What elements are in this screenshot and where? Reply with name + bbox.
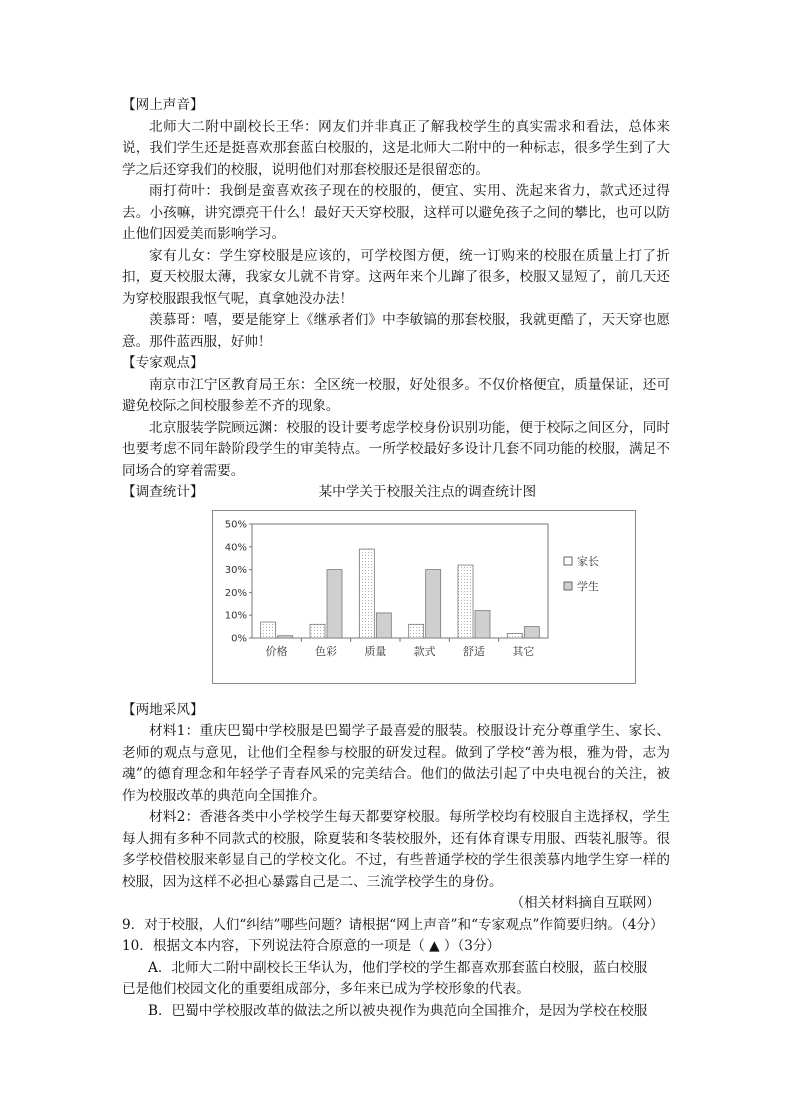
x-tick-label: 款式 bbox=[413, 644, 436, 658]
y-tick-label: 40% bbox=[224, 541, 247, 553]
option-a-line1: A．北师大二附中副校长王华认为，他们学校的学生都喜欢那套蓝白校服，蓝白校服 bbox=[148, 959, 648, 976]
online-paragraph: 北师大二附中副校长王华：网友们并非真正了解我校学生的真实需求和看法，总体来说，我们学生还是挺喜欢那套蓝白校服的，这是北师大二附中的一种标志，很多学生到了大学之后还穿我们的校服，说明他们对那套校服还是很留恋的。 bbox=[122, 118, 670, 178]
legend-swatch-parent bbox=[564, 557, 572, 565]
bar-student bbox=[426, 569, 441, 637]
question-10-stem: 10．根据文本内容，下列说法符合原意的一项是（ ▲ ）（3分） bbox=[122, 938, 501, 954]
question-9: 9．对于校服，人们“纠结”哪些问题？请根据“网上声音”和“专家观点”作简要归纳。（4分） bbox=[122, 916, 664, 933]
survey-heading-row bbox=[122, 482, 670, 504]
bar-student bbox=[475, 610, 490, 637]
section-heading-expert: 【专家观点】 bbox=[122, 355, 204, 371]
y-tick-label: 10% bbox=[224, 610, 247, 622]
x-tick-label: 价格 bbox=[265, 644, 288, 658]
online-paragraph: 雨打荷叶：我倒是蛮喜欢孩子现在的校服的，便宜、实用、洗起来省力，款式还过得去。小孩嘛，讲究漂亮干什么！最好天天穿校服，这样可以避免孩子之间的攀比，也可以防止他们因爱美而影响学习。 bbox=[122, 183, 670, 242]
x-tick-label: 质量 bbox=[364, 644, 387, 658]
y-tick-label: 0% bbox=[231, 633, 247, 644]
option-b-line1: B．巴蜀中学校服改革的做法之所以被央视作为典范向全国推介，是因为学校在校服 bbox=[148, 1002, 648, 1019]
bar-student bbox=[327, 569, 342, 637]
x-tick-label: 其它 bbox=[512, 644, 535, 658]
chart-title: 某中学关于校服关注点的调查统计图 bbox=[318, 484, 537, 500]
bar-parent bbox=[458, 565, 473, 638]
bar-student bbox=[278, 635, 293, 637]
bar-parent bbox=[507, 633, 522, 638]
section-heading-twoplaces: 【两地采风】 bbox=[122, 701, 204, 718]
chart-area bbox=[122, 510, 670, 700]
bar-chart bbox=[212, 510, 636, 684]
legend-label-parent: 家长 bbox=[577, 554, 599, 568]
bar-student bbox=[524, 626, 539, 637]
y-tick-label: 50% bbox=[224, 519, 247, 530]
legend-label-student: 学生 bbox=[577, 579, 599, 593]
online-paragraph: 羡慕哥：嘻，要是能穿上《继承者们》中李敏镐的那套校服，我就更酷了，天天穿也愿意。那件蓝西服，好帅！ bbox=[122, 312, 670, 350]
bar-parent bbox=[261, 622, 276, 638]
source-note: （相关材料摘自互联网） bbox=[510, 895, 660, 911]
section-heading-online: 【网上声音】 bbox=[122, 97, 204, 113]
bar-parent bbox=[310, 624, 325, 638]
legend-swatch-student bbox=[564, 582, 572, 590]
online-paragraph: 家有儿女：学生穿校服是应该的，可学校图方便，统一订购来的校服在质量上打了折扣，夏天校服太薄，我家女儿就不肯穿。这两年来个儿蹿了很多，校服又显短了，前几天还为穿校服跟我怄气呢，真拿她没办法！ bbox=[122, 247, 670, 307]
bar-student bbox=[376, 612, 391, 637]
x-tick-label: 色彩 bbox=[315, 644, 337, 658]
material-paragraph: 材料1：重庆巴蜀中学校服是巴蜀学子最喜爱的服装。校服设计充分尊重学生、家长、老师的观点与意见，让他们全程参与校服的研发过程。做到了学校“善为根，雅为骨，志为魂”的德育理念和年轻学子青春风采的完美结合。他们的做法引起了中央电视台的关注，被作为校服改革的典范向全国推介。 bbox=[122, 723, 670, 804]
expert-paragraph: 南京市江宁区教育局王东：全区统一校服，好处很多。不仅价格便宜，质量保证，还可避免校际之间校服参差不齐的现象。 bbox=[122, 376, 670, 414]
y-tick-label: 30% bbox=[224, 564, 247, 576]
expert-paragraph: 北京服装学院顾远渊：校服的设计要考虑学校身份识别功能，便于校际之间区分，同时也要考虑不同年龄阶段学生的审美特点。一所学校最好多设计几套不同功能的校服，满足不同场合的穿着需要。 bbox=[122, 419, 670, 479]
section-heading-survey: 【调查统计】 bbox=[122, 484, 204, 500]
bar-parent bbox=[359, 549, 374, 638]
x-tick-label: 舒适 bbox=[463, 644, 485, 658]
option-a-line2: 已是他们校园文化的重要组成部分，多年来已成为学校形象的代表。 bbox=[122, 981, 530, 997]
material-paragraph: 材料2：香港各类中小学校学生每天都要穿校服。每所学校均有校服自主选择权，学生每人拥有多种不同款式的校服，除夏装和冬装校服外，还有体育课专用服、西装礼服等。很多学校借校服来彰显自己的学校文化。不过，有些普通学校的学生很羡慕内地学生穿一样的校服，因为这样不必担心暴露自己是二、三流学校学生的身份。 bbox=[122, 809, 670, 890]
bar-parent bbox=[409, 624, 424, 638]
y-tick-label: 20% bbox=[224, 587, 247, 599]
content bbox=[122, 95, 670, 1022]
